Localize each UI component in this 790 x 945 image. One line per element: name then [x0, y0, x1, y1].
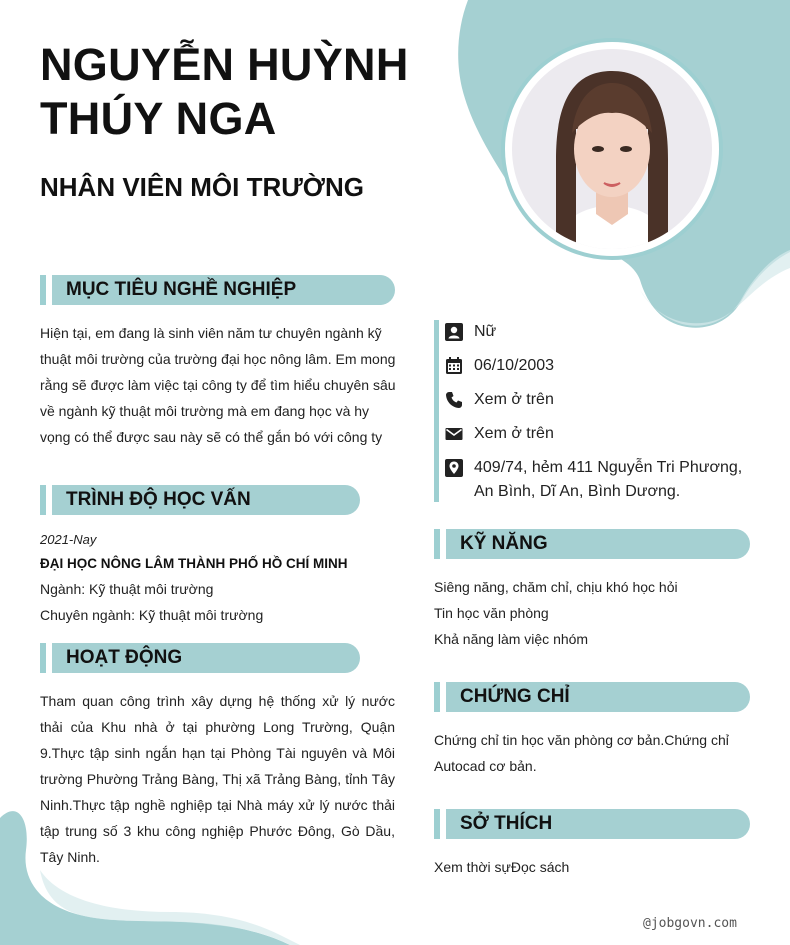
email-value: Xem ở trên — [474, 425, 554, 442]
education-specialization: Chuyên ngành: Kỹ thuật môi trường — [40, 607, 264, 623]
full-name — [40, 38, 460, 146]
education-title: TRÌNH ĐỘ HỌC VẤN — [52, 485, 360, 515]
objective-text — [40, 320, 400, 450]
name-line-2: THÚY NGA — [40, 93, 277, 144]
certificates-section-header — [434, 682, 750, 712]
certificate-line: Chứng chỉ tin học văn phòng cơ bản.Chứng chỉ — [434, 732, 729, 748]
person-icon — [444, 322, 464, 342]
name-line-1: NGUYỄN HUỲNH — [40, 39, 409, 90]
skill-item: Khả năng làm việc nhóm — [434, 631, 589, 647]
address-value — [474, 456, 742, 504]
certificates-text — [434, 727, 764, 779]
certificates-title: CHỨNG CHỈ — [446, 682, 750, 712]
contact-birthday — [444, 354, 554, 378]
envelope-icon — [444, 424, 464, 444]
profile-photo — [512, 49, 712, 249]
contact-gender — [444, 320, 496, 344]
calendar-icon — [444, 356, 464, 376]
certificate-line: Autocad cơ bản. — [434, 758, 537, 774]
location-pin-icon — [444, 458, 464, 478]
objective-line: về ngành kỹ thuật môi trường mà em đang học và hy — [40, 403, 370, 419]
objective-line: thuật môi trường của trường đại học nông lâm. Em mong — [40, 351, 396, 367]
gender-value: Nữ — [474, 323, 497, 340]
watermark: @jobgovn.com — [643, 916, 737, 931]
contact-info — [434, 320, 764, 502]
activities-section-header — [40, 643, 360, 673]
hobbies-title: SỞ THÍCH — [446, 809, 750, 839]
skill-item: Tin học văn phòng — [434, 605, 549, 621]
contact-email — [444, 422, 554, 446]
objective-line: Hiện tại, em đang là sinh viên năm tư chuyên ngành kỹ — [40, 325, 382, 341]
education-major: Ngành: Kỹ thuật môi trường — [40, 581, 214, 597]
birthday-value: 06/10/2003 — [474, 357, 555, 374]
address-line-2: An Bình, Dĩ An, Bình Dương. — [474, 483, 681, 500]
skills-section-header — [434, 529, 750, 559]
objective-title: MỤC TIÊU NGHỀ NGHIỆP — [52, 275, 395, 305]
objective-line: rằng sẽ được làm việc tại công ty để tìm hiểu chuyên sâu — [40, 377, 396, 393]
phone-value: Xem ở trên — [474, 391, 554, 408]
contact-phone — [444, 388, 554, 412]
education-school: ĐẠI HỌC NÔNG LÂM THÀNH PHỐ HỒ CHÍ MINH — [40, 556, 348, 571]
objective-line: vọng có thể được sau này sẽ có thể gắn bó với công ty — [40, 429, 383, 445]
contact-address — [444, 456, 742, 504]
skill-item: Siêng năng, chăm chỉ, chịu khó học hỏi — [434, 579, 678, 595]
skills-list — [434, 574, 764, 652]
phone-icon — [444, 390, 464, 410]
job-title: NHÂN VIÊN MÔI TRƯỜNG — [40, 172, 364, 202]
activities-title: HOẠT ĐỘNG — [52, 643, 360, 673]
hobbies-text — [434, 854, 764, 880]
education-details — [40, 576, 400, 628]
hobbies-section-header — [434, 809, 750, 839]
objective-section-header — [40, 275, 395, 305]
education-section-header — [40, 485, 360, 515]
skills-title: KỸ NĂNG — [446, 529, 750, 559]
activities-text: Tham quan công trình xây dựng hệ thống xử lý nước thải của Khu nhà ở tại phường Long Trường, Quận 9.Thực tập sinh ngắn hạn tại Phòng Tài nguyên và Môi trường Phường Trảng Bàng, Thị xã Trảng Bàng, tỉnh Tây Ninh.Thực tập nghề nghiệp tại Nhà máy xử lý nước thải tập trung số 3 khu công nghiệp Phước Đông, Gò Dầu, Tây Ninh. — [40, 693, 395, 865]
education-year: 2021-Nay — [40, 532, 97, 547]
hobbies-value: Xem thời sựĐọc sách — [434, 859, 570, 875]
address-line-1: 409/74, hẻm 411 Nguyễn Tri Phương, — [474, 459, 743, 476]
